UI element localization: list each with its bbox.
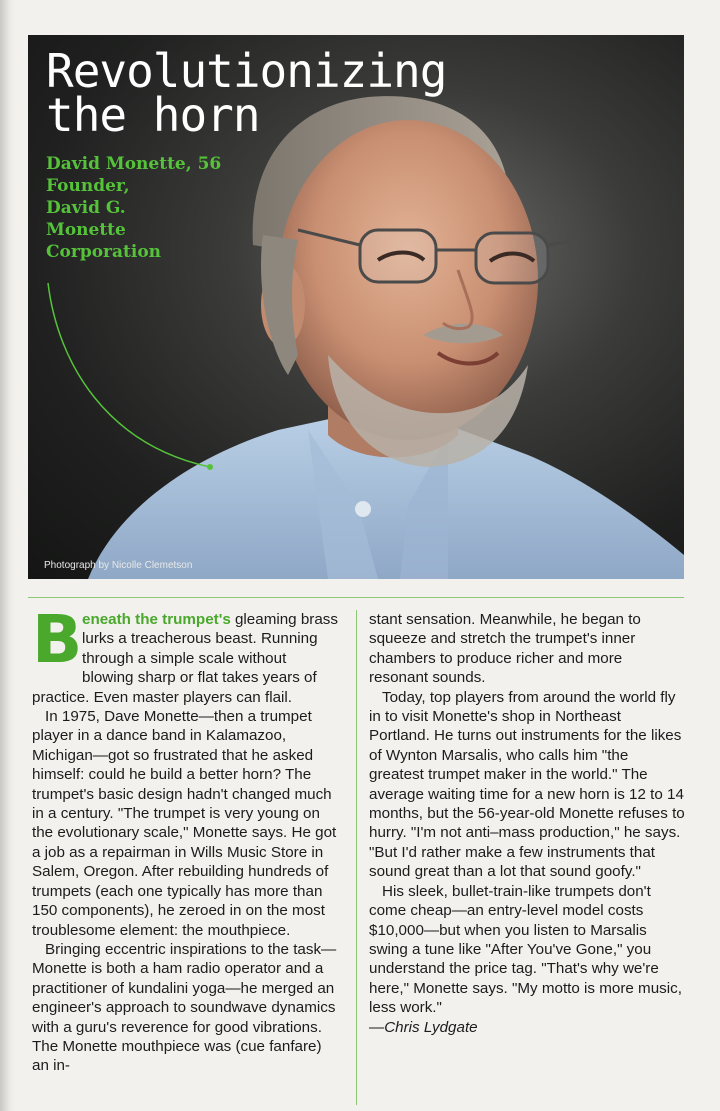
subject-name-age: David Monette, 56 (46, 154, 222, 174)
photo-credit: Photograph by Nicolle Clemetson (44, 560, 193, 571)
article-headline (46, 44, 447, 142)
page-binding-shadow (0, 0, 14, 1111)
subject-title-line: Founder, (46, 176, 130, 196)
subject-title-line: David G. (46, 198, 126, 218)
paragraph-1 (32, 601, 342, 707)
byline: —Chris Lydgate (369, 1018, 478, 1036)
subject-caption (46, 153, 256, 263)
paragraph-3-start: Bringing eccentric inspirations to the task—Monette is both a ham radio operator and a practitioner of kundalini yoga—he merged an engineer's approach to soundwave dynamics with a guru's reverence for good vibrations. The Monette mouthpiece was (cue fanfare) an in- (32, 940, 337, 1075)
drop-cap: B (32, 601, 83, 678)
paragraph-4: Today, top players from around the world fly in to visit Monette's shop in Northeast Portland. He turns out instruments for the likes of Wynton Marsalis, who calls him "the greatest trumpet maker in the world." The average waiting time for a new horn is 12 to 14 months, but the 56-year-old Monette refuses to hurry. "I'm not anti–mass production," he says. "But I'd rather make a few instruments that sound great than a lot that sound goofy." (369, 688, 685, 881)
subject-title-line: Monette (46, 220, 126, 240)
column-divider (356, 610, 357, 1105)
section-divider (28, 597, 684, 598)
headline-line-2: the horn (46, 88, 260, 142)
paragraph-5 (369, 882, 685, 1037)
text-column-2 (369, 610, 685, 1037)
subject-title-line: Corporation (46, 242, 162, 262)
headline-line-1: Revolutionizing (46, 44, 447, 98)
text-column-1 (32, 601, 342, 1076)
paragraph-2: In 1975, Dave Monette—then a trumpet player in a dance band in Kalamazoo, Michigan—got so frustrated that he asked himself: could he build a better horn? The trumpet's basic design hadn't changed much in a century. "The trumpet is very young on the evolutionary scale," Monette says. He got a job as a repairman in Wills Music Store in Salem, Oregon. After rebuilding hundreds of trumpets (each one typically has more than 150 components), he zeroed in on the most troublesome element: the mouthpiece. (32, 708, 337, 939)
paragraph-1-text: gleaming brass lurks a treacherous beast. Running through a simple scale without blowing sharp or flat takes years of practice. Even master players can flail. (32, 611, 338, 706)
paragraph-3-continued: stant sensation. Meanwhile, he began to squeeze and stretch the trumpet's inner chambers to produce richer and more resonant sounds. (369, 611, 641, 687)
paragraph-5-text: His sleek, bullet-train-like trumpets don't come cheap—an entry-level model costs $10,000—but when you listen to Marsalis swing a tune like "After You've Gone," you understand the price tag. "That's why we're here," Monette says. "My motto is more music, less work." (369, 882, 682, 1017)
lead-in: eneath the trumpet's (82, 611, 231, 628)
portrait-photo (28, 35, 684, 579)
